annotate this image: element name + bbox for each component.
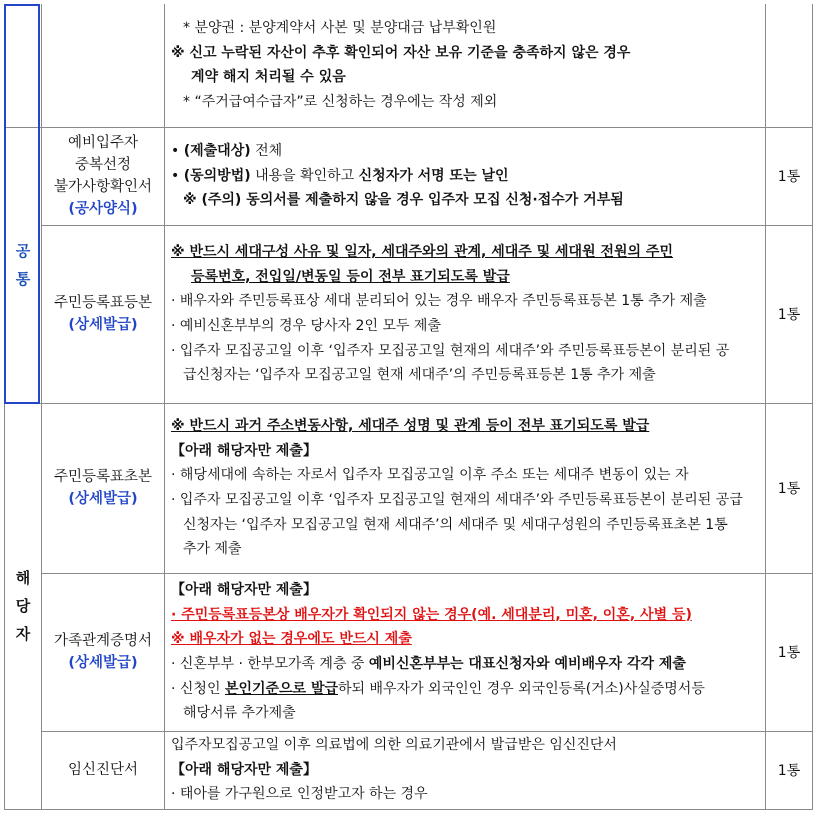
must-submit-warning: ※ 배우자가 없는 경우에도 반드시 제출: [171, 631, 412, 648]
consent-method-text: 내용을 확인하고: [250, 167, 359, 184]
content-cell: [165, 573, 766, 731]
category-applicable: [5, 403, 42, 809]
address-change-note: · 해당세대에 속하는 자로서 입주자 모집공고일 이후 주소 또는 세대주 변동이 있는 자: [171, 467, 689, 484]
presale-note: * 분양권 : 분양계약서 사본 및 분양대금 납부확인원: [183, 20, 497, 37]
category-common-label: 공 통: [15, 242, 31, 288]
row-resident-register-abstract: [5, 403, 813, 573]
submit-target-line: • (제출대상) 전체: [171, 143, 283, 160]
issue-instruction: ※ 반드시 과거 주소변동사항, 세대주 성명 및 관계 등이 전부 표기되도록 발급: [171, 418, 650, 435]
doc-name-line-1: 예비입주자: [67, 135, 139, 151]
head-of-household-note: · 입주자 모집공고일 이후 ‘입주자 모집공고일 현재의 세대주’와 주민등록표등본이 분리된 공: [171, 342, 730, 359]
doc-name: 주민등록표등본: [53, 295, 153, 311]
doc-note: (상세발급): [68, 655, 138, 671]
common-category-frame: [4, 4, 40, 404]
issue-basis-emphasis: 본인기준으로 발급: [224, 680, 339, 697]
doc-name: 임신진단서: [67, 762, 139, 778]
spouse-separated-note: · 배우자와 주민등록표상 세대 분리되어 있는 경우 배우자 주민등록표등본 1통 추가 제출: [171, 293, 707, 310]
consent-warning: ※ (주의) 동의서를 제출하지 않을 경우 입주자 모집 신청·접수가 거부됨: [183, 192, 624, 209]
doc-resident-register-copy: [42, 225, 165, 403]
warning-contract-cancel: 계약 해지 처리될 수 있음: [191, 69, 346, 86]
spouse-unconfirmed-note: · 주민등록표등본상 배우자가 확인되지 않는 경우(예. 세대분리, 미혼, 이혼, 사별 등): [171, 606, 692, 623]
row-presale-rights: [5, 4, 813, 127]
head-of-household-note-cont: 신청자는 ‘입주자 모집공고일 현재 세대주’의 세대주 및 세대구성원의 주민등록표초본 1통: [183, 516, 728, 533]
issue-basis-text: 하되 배우자가 외국인인 경우 외국인등록(거소)사실증명서등: [338, 680, 705, 697]
doc-note: (상세발급): [68, 317, 138, 333]
head-of-household-note-cont: 급신청자는 ‘입주자 모집공고일 현재 세대주’의 주민등록표등본 1통 추가 제출: [183, 367, 656, 384]
row-family-relation-cert: [5, 573, 813, 731]
content-cell: [165, 731, 766, 809]
content-cell: [165, 4, 766, 127]
submit-target-value: 전체: [250, 143, 283, 160]
count-cell: 1통: [766, 225, 813, 403]
applicable-only-header: 【아래 해당자만 제출】: [171, 582, 317, 599]
consent-method-emphasis: 신청자가 서명 또는 날인: [358, 167, 509, 184]
head-of-household-note: · 입주자 모집공고일 이후 ‘입주자 모집공고일 현재의 세대주’와 주민등록표등본이 분리된 공급: [171, 492, 743, 508]
count-cell: 1통: [766, 573, 813, 731]
document-table: [4, 4, 813, 810]
pre-newlywed-emphasis: 예비신혼부부는 대표신청자와 예비배우자 각각 제출: [368, 656, 686, 672]
count-cell: 1통: [766, 127, 813, 225]
doc-resident-register-abstract: [42, 403, 165, 573]
doc-note: (상세발급): [68, 491, 138, 507]
pre-newlywed-line: [171, 652, 761, 677]
issue-instruction: ※ 반드시 세대구성 사유 및 일자, 세대주와의 관계, 세대주 및 세대원 전원의 주민: [171, 244, 673, 261]
pre-newlywed-note: · 예비신혼부부의 경우 당사자 2인 모두 제출: [171, 318, 441, 334]
issue-basis-prefix: · 신청인: [171, 680, 225, 697]
consent-method-line: • (동의방법) 내용을 확인하고 신청자가 서명 또는 날인: [171, 167, 509, 184]
consent-method-label: (동의방법): [183, 167, 251, 184]
issue-instruction-cont: 등록번호, 전입일/변동일 등이 전부 표기되도록 발급: [191, 268, 510, 285]
content-cell: [165, 225, 766, 403]
applicable-only-header: 【아래 해당자만 제출】: [171, 761, 317, 778]
doc-note: (공사양식): [68, 201, 138, 217]
issue-basis-cont: 해당서류 추가제출: [183, 705, 296, 722]
count-cell-empty: [766, 4, 813, 127]
warning-omitted-assets: ※ 신고 누락된 자산이 추후 확인되어 자산 보유 기준을 충족하지 않은 경우: [171, 44, 631, 61]
housing-benefit-note: * “주거급여수급자”로 신청하는 경우에는 작성 제외: [183, 93, 498, 110]
submit-target-label: (제출대상): [183, 143, 251, 160]
pre-newlywed-text: · 신혼부부 · 한부모가족 계층 중: [171, 656, 369, 672]
doc-name-line-2: 중복선정: [74, 157, 132, 173]
doc-duplicate-selection: [42, 127, 165, 225]
count-cell: 1통: [766, 731, 813, 809]
fetus-note: · 태아를 가구원으로 인정받고자 하는 경우: [171, 786, 428, 803]
doc-family-relation-cert: [42, 573, 165, 731]
row-pregnancy-cert: [5, 731, 813, 809]
applicable-only-header: 【아래 해당자만 제출】: [171, 442, 317, 459]
doc-name-line-3: 불가사항확인서: [53, 179, 153, 195]
content-cell: [165, 403, 766, 573]
row-duplicate-selection: [5, 127, 813, 225]
head-of-household-note-end: 추가 제출: [183, 541, 242, 558]
content-cell: [165, 127, 766, 225]
issue-basis-line: [171, 677, 761, 702]
category-applicable-label: 해 당 자: [15, 569, 31, 643]
doc-cell-empty: [42, 4, 165, 127]
doc-name: 가족관계증명서: [53, 633, 153, 649]
row-resident-register-copy: [5, 225, 813, 403]
count-cell: 1통: [766, 403, 813, 573]
doc-pregnancy-cert: [42, 731, 165, 809]
pregnancy-cert-desc: 입주자모집공고일 이후 의료법에 의한 의료기관에서 발급받은 임신진단서: [171, 737, 617, 754]
doc-name: 주민등록표초본: [53, 469, 153, 485]
